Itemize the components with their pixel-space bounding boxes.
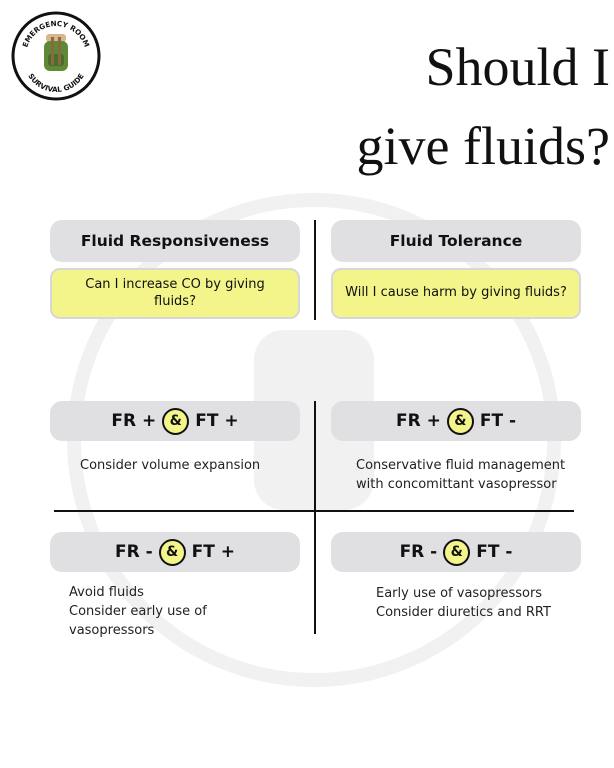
- recommendation-line: Consider early use of: [69, 603, 207, 619]
- recommendation-fr-pos-ft-pos: [80, 457, 300, 476]
- recommendation-line: Avoid fluids: [69, 585, 144, 600]
- fr-label: FR -: [399, 542, 438, 562]
- ampersand-badge: &: [162, 408, 189, 435]
- quadrant-horizontal-divider: [54, 510, 574, 512]
- recommendation-line: Early use of vasopressors: [376, 586, 543, 601]
- recommendation-line: Consider volume expansion: [80, 458, 261, 473]
- backpack-icon: [44, 34, 68, 71]
- combo-fr-neg-ft-pos: [50, 532, 300, 572]
- ampersand-badge: &: [447, 408, 474, 435]
- combo-fr-pos-ft-neg: [331, 401, 581, 441]
- ft-label: FT -: [476, 542, 513, 562]
- combo-fr-neg-ft-neg: [331, 532, 581, 572]
- ampersand-badge: &: [443, 539, 470, 566]
- logo-text-top: EMERGENCY ROOM: [20, 18, 92, 49]
- recommendation-line: Consider diuretics and RRT: [376, 604, 551, 620]
- recommendation-line: Conservative fluid management: [356, 458, 566, 473]
- fluid-tolerance-header: Fluid Tolerance: [331, 220, 581, 262]
- logo-text-bottom: SURVIVAL GUIDE: [26, 71, 86, 95]
- recommendation-fr-neg-ft-neg: [376, 585, 596, 623]
- recommendation-fr-pos-ft-neg: [356, 457, 596, 495]
- fr-label: FR +: [395, 411, 441, 431]
- logo-badge: [10, 10, 102, 102]
- page-title: [310, 28, 610, 186]
- tolerance-question: Will I cause harm by giving fluids?: [331, 268, 581, 319]
- responsiveness-question: Can I increase CO by giving fluids?: [50, 268, 300, 319]
- recommendation-line: vasopressors: [69, 622, 155, 638]
- ampersand-badge: &: [159, 539, 186, 566]
- fluid-responsiveness-header: Fluid Responsiveness: [50, 220, 300, 262]
- top-divider: [314, 220, 316, 320]
- title-line-1: Should I: [425, 37, 610, 97]
- quadrant-vertical-divider: [314, 401, 316, 634]
- title-line-2: give fluids?: [356, 115, 610, 176]
- ft-label: FT -: [479, 411, 517, 431]
- fr-label: FR -: [114, 542, 153, 562]
- combo-fr-pos-ft-pos: [50, 401, 300, 441]
- ft-label: FT +: [191, 542, 236, 562]
- fr-label: FR +: [111, 411, 157, 431]
- recommendation-fr-neg-ft-pos: [69, 584, 299, 641]
- ft-label: FT +: [195, 411, 239, 431]
- recommendation-line: with concomittant vasopressor: [356, 476, 557, 492]
